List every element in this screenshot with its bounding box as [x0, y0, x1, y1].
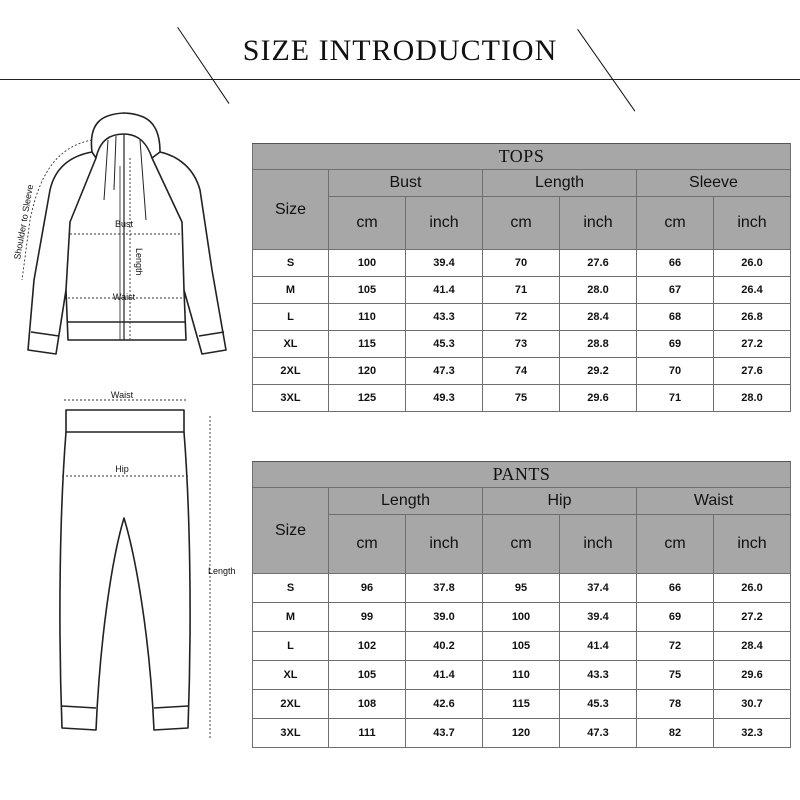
table-cell: 39.4: [560, 603, 637, 632]
table-row: [253, 632, 791, 661]
table-cell: 115: [483, 690, 560, 719]
table-cell: 110: [329, 304, 406, 331]
tops-group-header: Length: [483, 170, 637, 197]
table-cell: L: [253, 632, 329, 661]
table-cell: 105: [483, 632, 560, 661]
table-cell: 40.2: [406, 632, 483, 661]
pants-unit-header: inch: [714, 515, 791, 574]
pants-group-header: Waist: [637, 488, 791, 515]
table-cell: 108: [329, 690, 406, 719]
table-cell: 29.2: [560, 358, 637, 385]
table-row: [253, 358, 791, 385]
table-cell: L: [253, 304, 329, 331]
tops-unit-header: inch: [714, 197, 791, 250]
pants-group-header: Hip: [483, 488, 637, 515]
table-row: [253, 385, 791, 412]
table-cell: 71: [483, 277, 560, 304]
table-cell: 100: [329, 250, 406, 277]
pants-unit-header: cm: [637, 515, 714, 574]
tops-caption: TOPS: [253, 144, 791, 170]
table-cell: 27.2: [714, 603, 791, 632]
table-cell: 66: [637, 574, 714, 603]
table-cell: 26.4: [714, 277, 791, 304]
table-cell: 125: [329, 385, 406, 412]
table-row: [253, 661, 791, 690]
table-cell: 3XL: [253, 385, 329, 412]
table-cell: 73: [483, 331, 560, 358]
table-row: [253, 331, 791, 358]
table-cell: 68: [637, 304, 714, 331]
table-cell: XL: [253, 661, 329, 690]
table-cell: 41.4: [406, 661, 483, 690]
table-cell: 75: [637, 661, 714, 690]
table-cell: 45.3: [406, 331, 483, 358]
length-top-label: Length: [134, 248, 144, 276]
pants-caption: PANTS: [253, 462, 791, 488]
table-cell: 28.4: [714, 632, 791, 661]
table-cell: 41.4: [560, 632, 637, 661]
table-cell: 69: [637, 603, 714, 632]
table-cell: 28.0: [560, 277, 637, 304]
table-row: [253, 690, 791, 719]
table-cell: 67: [637, 277, 714, 304]
shoulder-to-sleeve-label: Shoulder to Sleeve: [12, 183, 36, 261]
tops-group-header: Sleeve: [637, 170, 791, 197]
table-cell: 41.4: [406, 277, 483, 304]
table-row: [253, 250, 791, 277]
table-cell: 32.3: [714, 719, 791, 748]
table-cell: 26.0: [714, 574, 791, 603]
title-rule: [0, 79, 800, 80]
table-cell: 2XL: [253, 358, 329, 385]
tops-size-header: Size: [253, 170, 329, 250]
table-cell: 49.3: [406, 385, 483, 412]
table-cell: 105: [329, 661, 406, 690]
table-cell: 72: [637, 632, 714, 661]
pants-diagram: [0, 388, 250, 778]
tops-unit-header: inch: [560, 197, 637, 250]
table-cell: 82: [637, 719, 714, 748]
table-cell: 71: [637, 385, 714, 412]
table-cell: 30.7: [714, 690, 791, 719]
pants-unit-header: cm: [329, 515, 406, 574]
length-pants-label: Length: [208, 566, 236, 576]
table-cell: 74: [483, 358, 560, 385]
tops-group-header: Bust: [329, 170, 483, 197]
pants-size-header: Size: [253, 488, 329, 574]
table-cell: 47.3: [560, 719, 637, 748]
table-cell: 43.3: [406, 304, 483, 331]
table-cell: 37.8: [406, 574, 483, 603]
table-row: [253, 719, 791, 748]
table-cell: 110: [483, 661, 560, 690]
pants-unit-header: cm: [483, 515, 560, 574]
table-cell: 72: [483, 304, 560, 331]
table-cell: S: [253, 574, 329, 603]
table-cell: 99: [329, 603, 406, 632]
bust-label: Bust: [114, 219, 134, 229]
table-cell: 120: [329, 358, 406, 385]
table-cell: 95: [483, 574, 560, 603]
table-cell: 26.0: [714, 250, 791, 277]
table-cell: 29.6: [714, 661, 791, 690]
table-cell: S: [253, 250, 329, 277]
table-cell: 70: [637, 358, 714, 385]
table-cell: 102: [329, 632, 406, 661]
table-cell: 28.8: [560, 331, 637, 358]
table-cell: 42.6: [406, 690, 483, 719]
page-title: SIZE INTRODUCTION: [242, 34, 558, 67]
table-cell: 105: [329, 277, 406, 304]
table-cell: 70: [483, 250, 560, 277]
pants-unit-header: inch: [406, 515, 483, 574]
pants-table: [252, 461, 791, 748]
table-cell: 37.4: [560, 574, 637, 603]
pants-group-header: Length: [329, 488, 483, 515]
table-row: [253, 304, 791, 331]
tops-table: [252, 143, 791, 412]
table-cell: 3XL: [253, 719, 329, 748]
table-cell: 120: [483, 719, 560, 748]
table-cell: 28.4: [560, 304, 637, 331]
table-cell: 75: [483, 385, 560, 412]
table-cell: M: [253, 603, 329, 632]
table-cell: 45.3: [560, 690, 637, 719]
table-cell: 27.2: [714, 331, 791, 358]
table-cell: M: [253, 277, 329, 304]
table-cell: 39.0: [406, 603, 483, 632]
tops-unit-header: cm: [483, 197, 560, 250]
table-cell: 39.4: [406, 250, 483, 277]
table-cell: XL: [253, 331, 329, 358]
table-row: [253, 277, 791, 304]
table-cell: 115: [329, 331, 406, 358]
tops-unit-header: cm: [637, 197, 714, 250]
table-cell: 43.7: [406, 719, 483, 748]
table-cell: 26.8: [714, 304, 791, 331]
table-cell: 27.6: [560, 250, 637, 277]
table-cell: 47.3: [406, 358, 483, 385]
table-cell: 66: [637, 250, 714, 277]
pants-unit-header: inch: [560, 515, 637, 574]
table-cell: 78: [637, 690, 714, 719]
waist-top-label: Waist: [112, 292, 136, 302]
table-cell: 111: [329, 719, 406, 748]
tops-unit-header: inch: [406, 197, 483, 250]
table-cell: 100: [483, 603, 560, 632]
table-cell: 27.6: [714, 358, 791, 385]
table-cell: 96: [329, 574, 406, 603]
table-cell: 29.6: [560, 385, 637, 412]
hoodie-diagram: [0, 110, 245, 390]
waist-pants-label: Waist: [110, 390, 134, 400]
table-cell: 28.0: [714, 385, 791, 412]
table-cell: 2XL: [253, 690, 329, 719]
table-row: [253, 603, 791, 632]
hip-label: Hip: [115, 464, 129, 474]
table-row: [253, 574, 791, 603]
tops-unit-header: cm: [329, 197, 406, 250]
table-cell: 43.3: [560, 661, 637, 690]
table-cell: 69: [637, 331, 714, 358]
